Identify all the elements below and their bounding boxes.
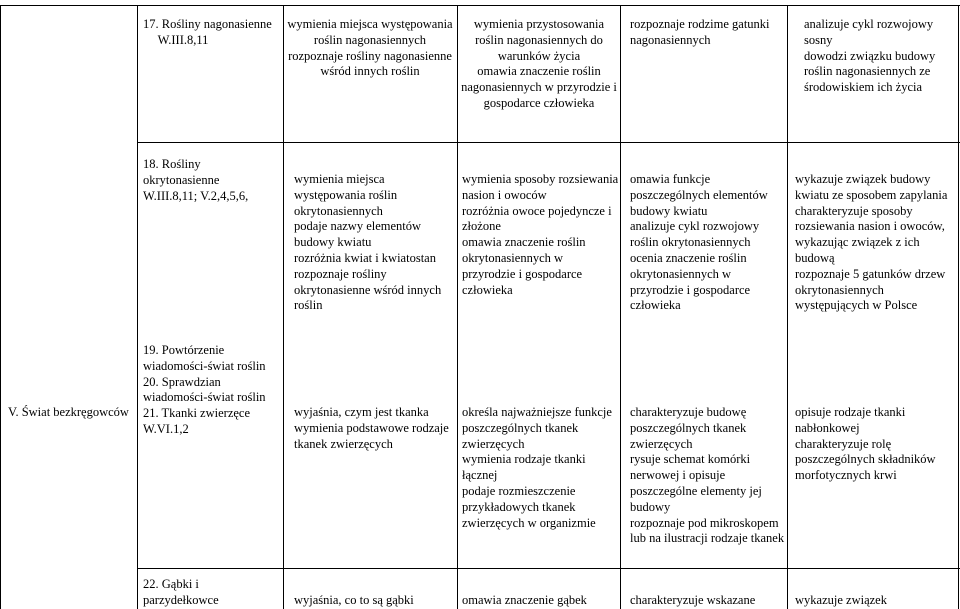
- list-item: wyjaśnia, czym jest tkanka: [294, 405, 429, 419]
- list-item: wymienia miejsca występowania roślin okrytonasiennych: [294, 172, 398, 218]
- req-cell: [630, 172, 786, 314]
- topic-cell: [143, 577, 281, 609]
- list-item: charakteryzuje budowę poszczególnych tkanek zwierzęcych: [630, 405, 747, 451]
- list-item: wymienia przystosowania roślin nagonasiennych do warunków życia: [473, 17, 605, 63]
- table-border-top: [0, 5, 960, 6]
- list-item: charakteryzuje wskazane: [630, 593, 756, 607]
- col-divider-1: [137, 5, 138, 609]
- req-cell: [294, 593, 456, 609]
- req-cell: [795, 172, 957, 314]
- topic-code: W.III.8,11; V.2,4,5,6,: [143, 188, 249, 203]
- req-cell: [462, 593, 619, 609]
- req-cell: [795, 593, 957, 609]
- req-cell: [460, 17, 618, 112]
- req-cell: [630, 17, 785, 49]
- col-divider-4: [620, 5, 621, 609]
- req-cell: [630, 405, 786, 547]
- list-item: dowodzi związku budowy roślin nagonasiennych ze środowiskiem ich życia: [804, 48, 936, 95]
- list-item: charakteryzuje rolę poszczególnych składników morfotycznych krwi: [795, 436, 936, 483]
- list-item: omawia funkcje poszczególnych elementów budowy kwiatu: [630, 172, 768, 218]
- topic-title: 22. Gąbki i parzydełkowce: [143, 577, 219, 607]
- list-item: rozpoznaje rodzime gatunki nagonasiennych: [630, 17, 770, 47]
- row-divider-3: [138, 568, 960, 569]
- req-cell: [294, 172, 456, 314]
- list-item: określa najważniejsze funkcje poszczególnych tkanek zwierzęcych: [462, 405, 612, 451]
- topic-title: 17. Rośliny nagonasienne: [143, 17, 272, 31]
- list-item: rozróżnia owoce pojedyncze i złożone: [462, 203, 612, 234]
- list-item: omawia znaczenie roślin nagonasiennych w przyrodzie i gospodarce człowieka: [461, 64, 617, 110]
- list-item: analizuje cykl rozwojowy sosny: [804, 17, 934, 47]
- list-item: ocenia znaczenie roślin okrytonasiennych w przyrodzie i gospodarce człowieka: [630, 250, 751, 313]
- list-item: rozróżnia kwiat i kwiatostan: [294, 250, 436, 265]
- topic-title: 20. Sprawdzian wiadomości-świat roślin: [143, 374, 266, 405]
- col-divider-5: [787, 5, 788, 609]
- list-item: rozpoznaje 5 gatunków drzew okrytonasiennych występujących w Polsce: [795, 266, 946, 313]
- list-item: rozpoznaje pod mikroskopem lub na ilustracji rodzaje tkanek: [630, 515, 785, 546]
- req-cell: [630, 593, 786, 609]
- list-item: rysuje schemat komórki nerwowej i opisuje poszczególne elementy jej budowy: [630, 452, 762, 514]
- list-item: wymienia podstawowe rodzaje tkanek zwierzęcych: [294, 420, 449, 451]
- topic-cell: [143, 343, 281, 438]
- list-item: wymienia rodzaje tkanki łącznej: [462, 452, 586, 483]
- topic-code: W.III.8,11: [157, 32, 209, 47]
- list-item: omawia znaczenie gąbek: [462, 593, 587, 607]
- col-divider-0: [0, 5, 1, 609]
- list-item: podaje nazwy elementów budowy kwiatu: [294, 219, 422, 250]
- list-item: omawia znaczenie roślin okrytonasiennych w przyrodzie i gospodarce człowieka: [462, 235, 586, 297]
- list-item: opisuje rodzaje tkanki nabłonkowej: [795, 405, 906, 435]
- col-divider-3: [457, 5, 458, 609]
- list-item: rozpoznaje rośliny nagonasienne wśród innych roślin: [288, 48, 452, 79]
- list-item: wyjaśnia, co to są gąbki: [294, 593, 414, 607]
- col-divider-6: [958, 5, 959, 609]
- list-item: wykazuje związek: [795, 593, 887, 607]
- req-cell: [795, 405, 957, 484]
- req-cell: [804, 17, 956, 96]
- list-item: analizuje cykl rozwojowy roślin okrytonasiennych: [630, 219, 760, 250]
- topic-cell: [143, 157, 281, 204]
- req-cell: [462, 405, 619, 531]
- topic-title: 21. Tkanki zwierzęce W.VI.1,2: [143, 406, 251, 436]
- req-cell: [462, 172, 619, 298]
- list-item: rozpoznaje rośliny okrytonasienne wśród innych roślin: [294, 266, 442, 313]
- req-cell: [285, 17, 455, 80]
- topic-title: 19. Powtórzenie wiadomości-świat roślin: [143, 343, 266, 373]
- req-cell: [294, 405, 456, 452]
- topic-cell: [143, 17, 281, 49]
- list-item: charakteryzuje sposoby rozsiewania nasion i owoców, wykazując związek z ich budową: [795, 203, 945, 265]
- list-item: wymienia sposoby rozsiewania nasion i owoców: [462, 172, 619, 202]
- section-title: V. Świat bezkręgowców: [8, 405, 129, 419]
- list-item: podaje rozmieszczenie przykładowych tkanek zwierzęcych w organizmie: [462, 483, 596, 530]
- row-divider-1: [138, 142, 960, 143]
- list-item: wykazuje związek budowy kwiatu ze sposobem zapylania: [795, 172, 948, 202]
- topic-title: 18. Rośliny okrytonasienne: [143, 157, 220, 187]
- col-divider-2: [283, 5, 284, 609]
- list-item: wymienia miejsca występowania roślin nagonasiennych: [287, 17, 453, 47]
